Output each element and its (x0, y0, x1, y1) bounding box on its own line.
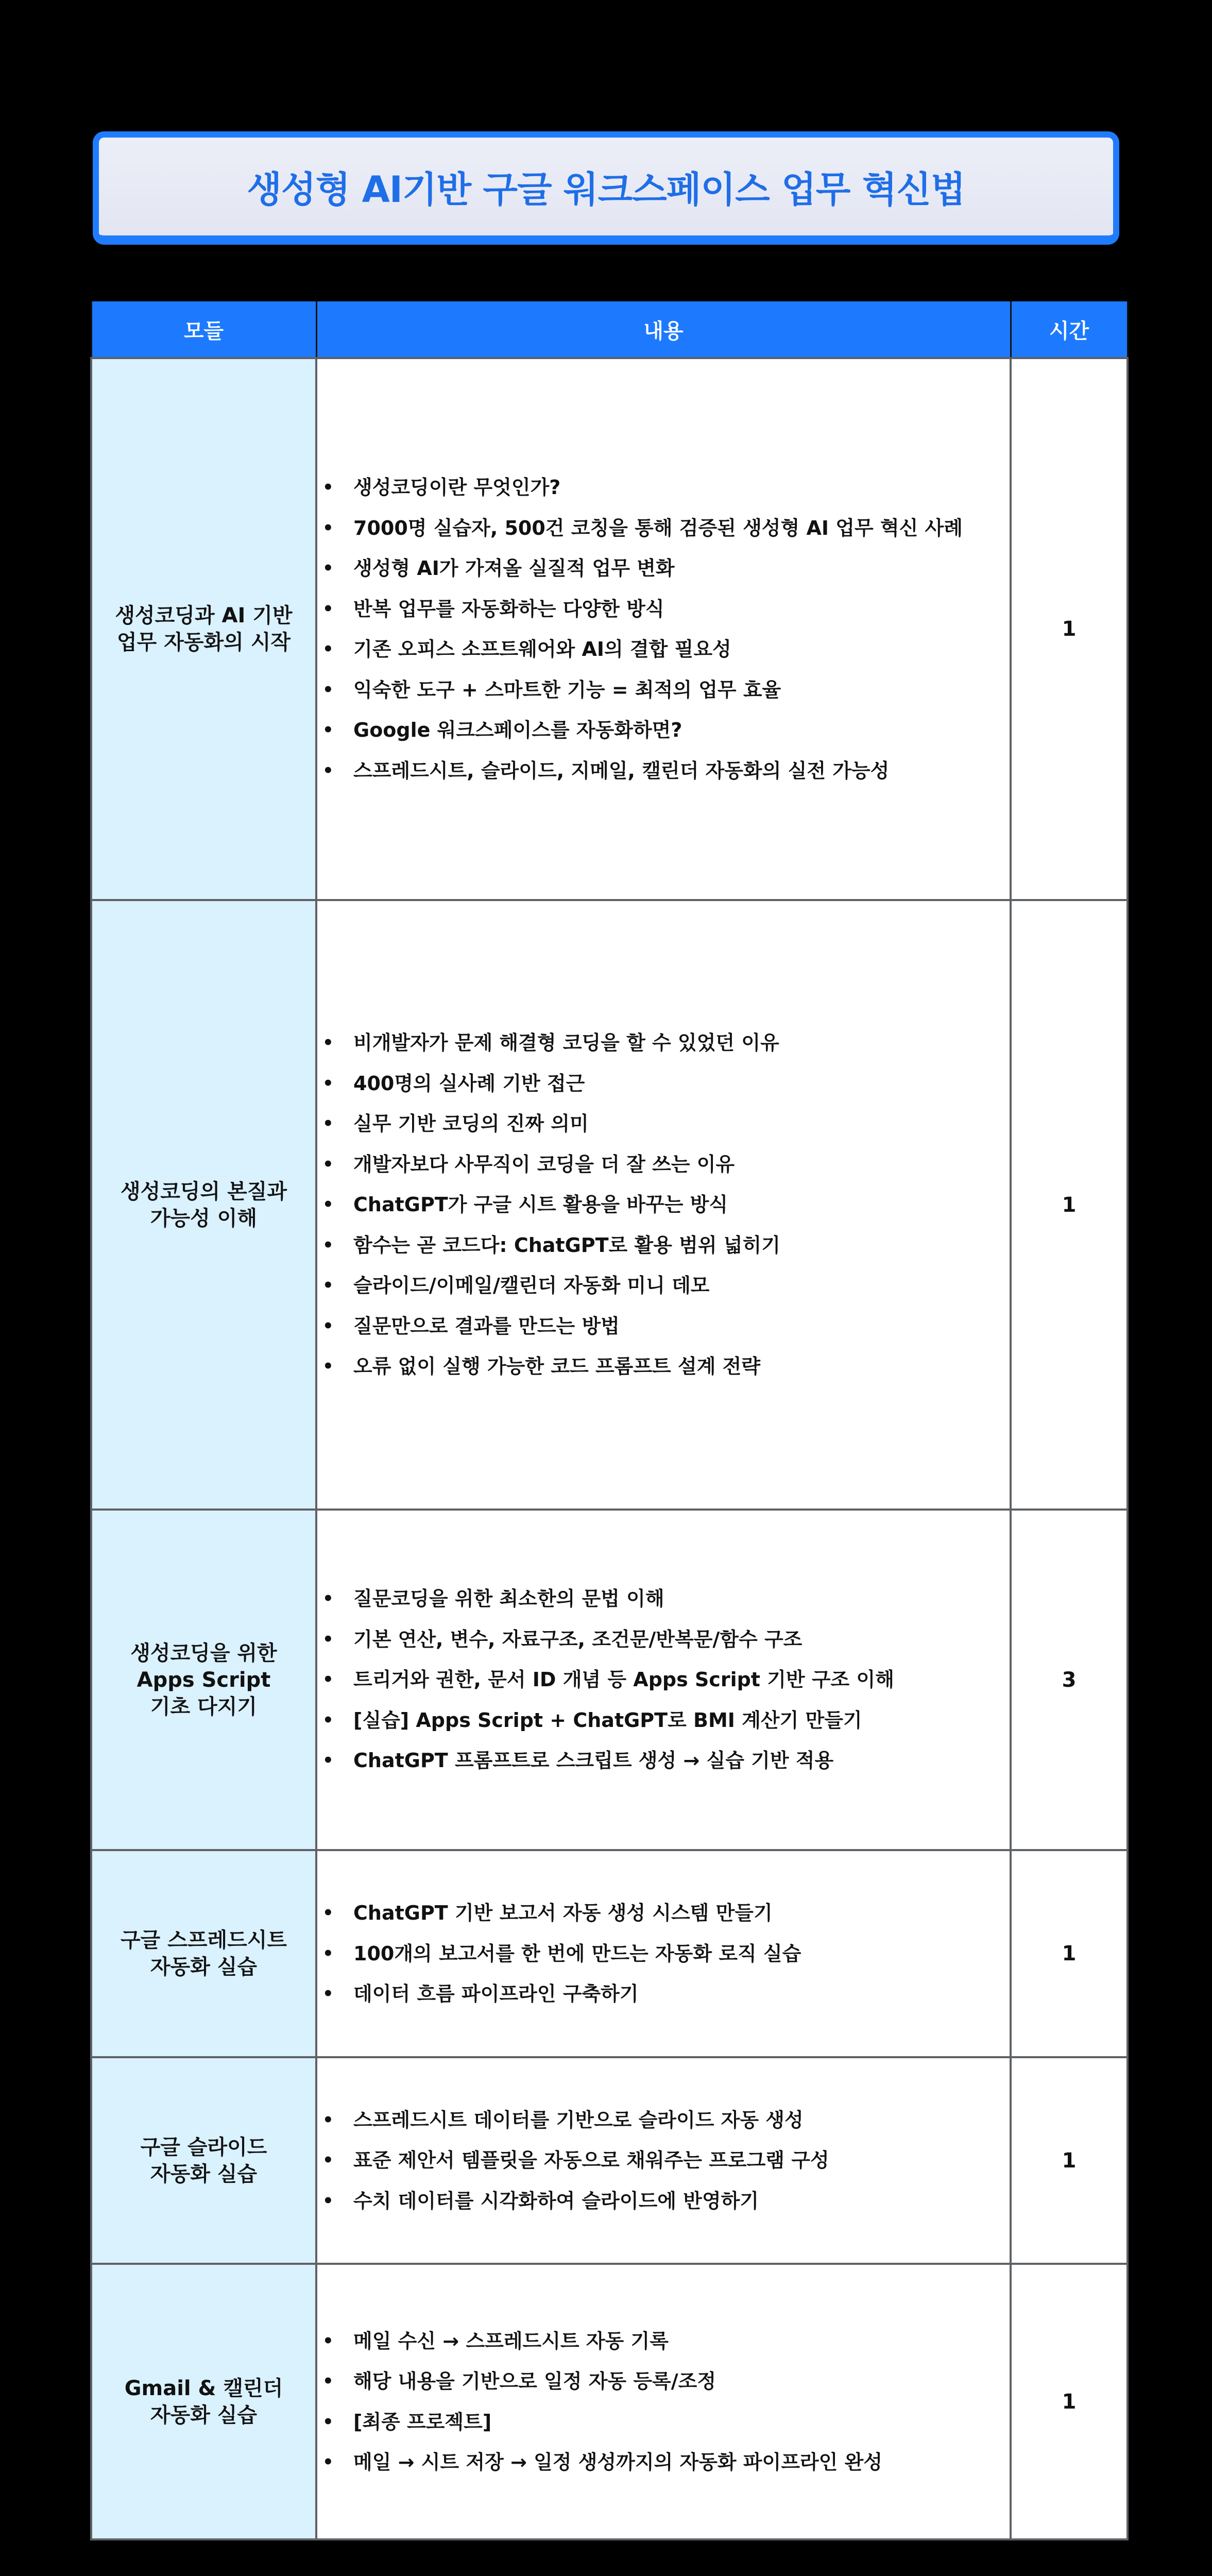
list-item-text: ChatGPT가 구글 시트 활용을 바꾸는 방식 (353, 1193, 728, 1216)
list-item-text: 오류 없이 실행 가능한 코드 프롬프트 설계 전략 (353, 1355, 761, 1378)
list-item-text: ChatGPT 기반 보고서 자동 생성 시스템 만들기 (353, 1902, 773, 1925)
content-cell (316, 900, 1011, 1510)
list-item-text: 트리거와 권한, 문서 ID 개념 등 Apps Script 기반 구조 이해 (353, 1668, 894, 1691)
table-row (91, 2057, 1128, 2264)
list-item-text: 데이터 흐름 파이프라인 구축하기 (353, 1982, 639, 2006)
list-item (322, 2361, 1010, 2402)
bullet-icon: • (322, 1234, 334, 1256)
time-cell: 1 (1011, 358, 1128, 900)
content-cell (316, 358, 1011, 900)
table-row (91, 1510, 1128, 1850)
bullet-icon: • (322, 1275, 334, 1296)
list-item-text: 메일 수신 → 스프레드시트 자동 기록 (353, 2329, 669, 2352)
curriculum-table (90, 301, 1129, 2540)
table-row (91, 2264, 1128, 2539)
bullet-icon: • (322, 1315, 334, 1336)
list-item-text: 400명의 실사례 기반 접근 (353, 1072, 585, 1095)
bullet-icon: • (322, 1194, 334, 1215)
list-item-text: 메일 → 시트 저장 → 일정 생성까지의 자동화 파이프라인 완성 (353, 2451, 883, 2473)
content-cell (316, 1510, 1011, 1850)
list-item-text: 기존 오피스 소프트웨어와 AI의 결합 필요성 (353, 638, 731, 660)
bullet-icon: • (322, 2330, 334, 2351)
bullet-icon: • (322, 598, 334, 619)
bullet-icon: • (322, 1984, 334, 2005)
list-item-text: 7000명 실습자, 500건 코칭을 통해 검증된 생성형 AI 업무 혁신 사례 (353, 516, 963, 539)
list-item-text: 기본 연산, 변수, 자료구조, 조건문/반복문/함수 구조 (353, 1628, 803, 1651)
list-item-text: 스프레드시트 데이터를 기반으로 슬라이드 자동 생성 (353, 2108, 804, 2131)
bullet-icon: • (322, 1032, 334, 1054)
bullet-icon: • (322, 1588, 334, 1609)
bullet-icon: • (322, 1356, 334, 1377)
list-item (322, 1104, 1010, 1144)
list-item-text: Google 워크스페이스를 자동화하면? (353, 719, 682, 741)
title-banner (93, 131, 1119, 245)
module-cell (91, 358, 316, 900)
module-name: 구글 스프레드시트 자동화 실습 (120, 1928, 287, 1979)
time-cell: 1 (1011, 2057, 1128, 2264)
bullet-icon: • (322, 760, 334, 781)
list-item-text: 함수는 곧 코드다: ChatGPT로 활용 범위 넓히기 (353, 1233, 780, 1257)
module-cell (91, 2057, 316, 2264)
content-cell (316, 2057, 1011, 2264)
bullet-icon: • (322, 639, 334, 659)
module-cell (91, 1510, 316, 1850)
list-item (322, 1974, 1010, 2014)
time-cell: 3 (1011, 1510, 1128, 1850)
list-item-text: [실습] Apps Script + ChatGPT로 BMI 계산기 만들기 (353, 1708, 862, 1732)
list-item (322, 1346, 1010, 1387)
list-item (322, 548, 1010, 589)
module-cell (91, 900, 316, 1510)
list-item-text: [최종 프로젝트] (353, 2410, 492, 2433)
list-item-text: 질문코딩을 위한 최소한의 문법 이해 (353, 1587, 664, 1611)
list-item (322, 1184, 1010, 1225)
list-item-text: 표준 제안서 템플릿을 자동으로 채워주는 프로그램 구성 (353, 2149, 829, 2172)
content-list (317, 2321, 1010, 2483)
list-item (322, 710, 1010, 751)
time-cell: 1 (1011, 900, 1128, 1510)
list-item (322, 1265, 1010, 1306)
list-item-text: 반복 업무를 자동화하는 다양한 방식 (353, 597, 664, 620)
header-time: 시간 (1011, 301, 1128, 358)
bullet-icon: • (322, 2452, 334, 2472)
list-item-text: 생성형 AI가 가져올 실질적 업무 변화 (353, 557, 675, 580)
content-list (317, 1893, 1010, 2014)
list-item (322, 2402, 1010, 2443)
list-item-text: 질문만으로 결과를 만드는 방법 (353, 1314, 620, 1337)
list-item (322, 1063, 1010, 1104)
header-module: 모들 (91, 301, 316, 358)
list-item-text: 생성코딩이란 무엇인가? (353, 476, 561, 499)
list-item (322, 508, 1010, 549)
module-name: 생성코딩을 위한 Apps Script 기초 다지기 (130, 1641, 277, 1719)
list-item (322, 1023, 1010, 1063)
bullet-icon: • (322, 1943, 334, 1964)
content-list (317, 1023, 1010, 1387)
bullet-icon: • (322, 1073, 334, 1094)
bullet-icon: • (322, 679, 334, 700)
list-item (322, 2140, 1010, 2181)
bullet-icon: • (322, 2150, 334, 2171)
module-name: Gmail & 캘린더 자동화 실습 (124, 2376, 283, 2427)
bullet-icon: • (322, 1154, 334, 1175)
bullet-icon: • (322, 720, 334, 740)
module-cell (91, 2264, 316, 2539)
list-item-text: 수치 데이터를 시각화하여 슬라이드에 반영하기 (353, 2189, 759, 2212)
time-cell: 1 (1011, 1850, 1128, 2057)
page-title: 생성형 AI기반 구글 워크스페이스 업무 혁신법 (247, 168, 965, 211)
table-row (91, 1850, 1128, 2057)
list-item (322, 670, 1010, 710)
table-header-row (91, 301, 1128, 358)
list-item (322, 589, 1010, 630)
list-item-text: ChatGPT 프롬프트로 스크립트 생성 → 실습 기반 적용 (353, 1749, 834, 1772)
bullet-icon: • (322, 1709, 334, 1731)
list-item (322, 1579, 1010, 1619)
list-item (322, 2321, 1010, 2362)
table-row (91, 900, 1128, 1510)
list-item (322, 2442, 1010, 2483)
list-item (322, 467, 1010, 508)
list-item-text: 익숙한 도구 + 스마트한 기능 = 최적의 업무 효율 (353, 678, 781, 701)
bullet-icon: • (322, 558, 334, 579)
content-cell (316, 2264, 1011, 2539)
content-list (317, 2100, 1010, 2222)
list-item-text: 실무 기반 코딩의 진짜 의미 (353, 1112, 589, 1136)
content-list (317, 467, 1010, 791)
list-item (322, 1659, 1010, 1700)
module-cell (91, 1850, 316, 2057)
list-item-text: 100개의 보고서를 한 번에 만드는 자동화 로직 실습 (353, 1942, 801, 1965)
list-item (322, 1306, 1010, 1347)
bullet-icon: • (322, 1750, 334, 1771)
bullet-icon: • (322, 2371, 334, 2392)
module-name: 생성코딩과 AI 기반 업무 자동화의 시작 (115, 604, 293, 654)
list-item (322, 1619, 1010, 1660)
bullet-icon: • (322, 2109, 334, 2130)
module-name: 구글 슬라이드 자동화 실습 (140, 2135, 267, 2186)
list-item (322, 1225, 1010, 1266)
bullet-icon: • (322, 517, 334, 538)
list-item (322, 1934, 1010, 1974)
list-item-text: 해당 내용을 기반으로 일정 자동 등록/조정 (353, 2370, 716, 2393)
list-item-text: 스프레드시트, 슬라이드, 지메일, 캘린더 자동화의 실전 가능성 (353, 759, 890, 782)
list-item (322, 2100, 1010, 2141)
content-cell (316, 1850, 1011, 2057)
list-item (322, 2181, 1010, 2222)
bullet-icon: • (322, 1629, 334, 1650)
list-item-text: 비개발자가 문제 해결형 코딩을 할 수 있었던 이유 (353, 1031, 779, 1055)
bullet-icon: • (322, 1903, 334, 1924)
header-content: 내용 (316, 301, 1011, 358)
list-item (322, 1893, 1010, 1934)
bullet-icon: • (322, 2190, 334, 2211)
list-item-text: 개발자보다 사무직이 코딩을 더 잘 쓰는 이유 (353, 1153, 735, 1176)
list-item (322, 1700, 1010, 1741)
bullet-icon: • (322, 477, 334, 498)
table-row (91, 358, 1128, 900)
bullet-icon: • (322, 1113, 334, 1134)
list-item (322, 1740, 1010, 1781)
list-item (322, 1144, 1010, 1185)
content-list (317, 1579, 1010, 1781)
bullet-icon: • (322, 2411, 334, 2432)
time-cell: 1 (1011, 2264, 1128, 2539)
list-item-text: 슬라이드/이메일/캘린더 자동화 미니 데모 (353, 1274, 710, 1297)
list-item (322, 751, 1010, 791)
bullet-icon: • (322, 1669, 334, 1690)
list-item (322, 629, 1010, 670)
module-name: 생성코딩의 본질과 가능성 이해 (120, 1179, 287, 1230)
